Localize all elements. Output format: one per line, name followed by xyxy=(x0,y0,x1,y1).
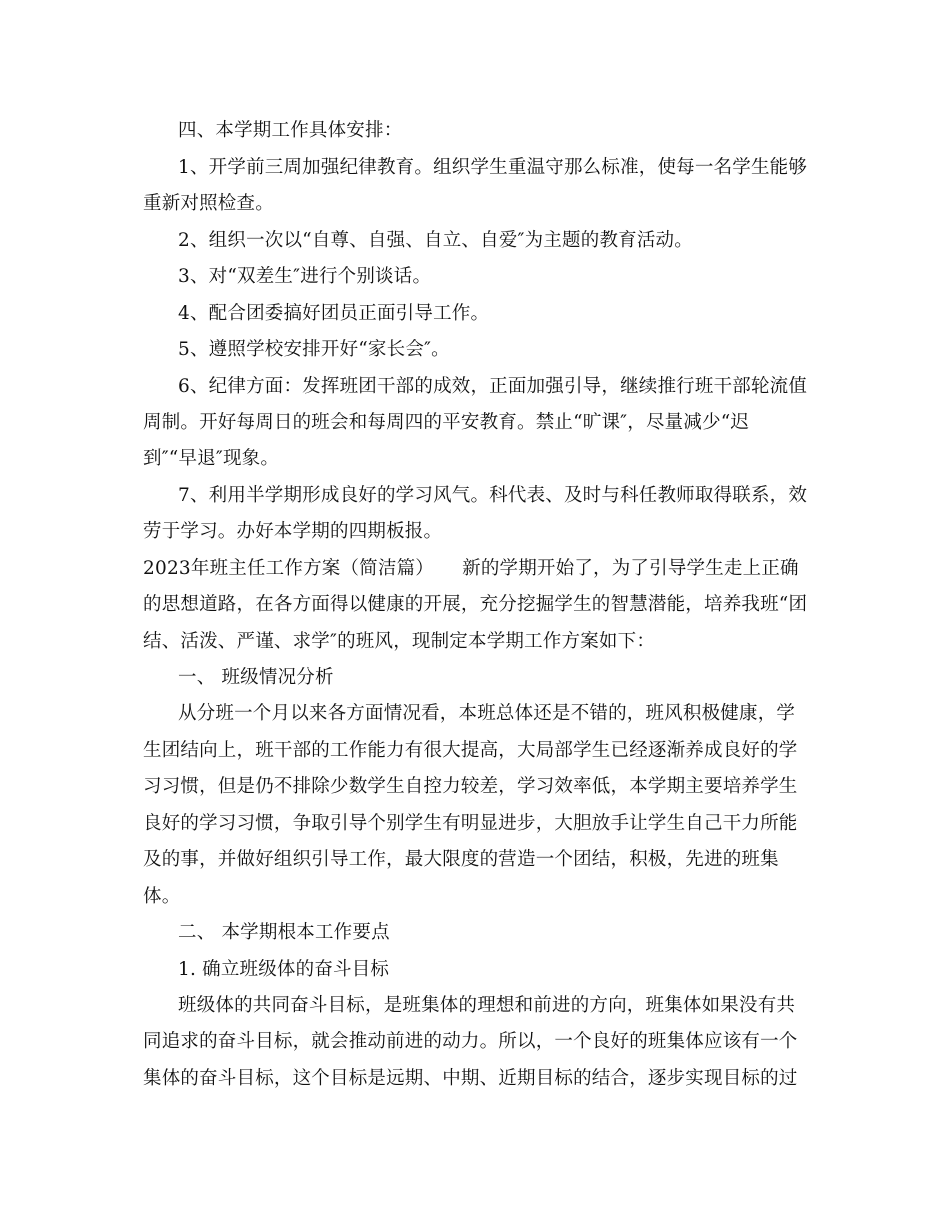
paragraph-line: 集体的奋斗目标，这个目标是远期、中期、近期目标的结合，逐步实现目标的过 xyxy=(143,1068,798,1089)
list-item: 6、纪律方面：发挥班团干部的成效，正面加强引导，继续推行班干部轮流值 xyxy=(178,376,808,397)
paragraph-line: 2023年班主任工作方案（简洁篇） 新的学期开始了，为了引导学生走上正确 xyxy=(143,558,799,579)
list-item-continued: 劳于学习。办好本学期的四期板报。 xyxy=(143,521,443,542)
list-item: 5、遵照学校安排开好“家长会″。 xyxy=(178,339,450,360)
section-heading: 一、 班级情况分析 xyxy=(178,667,334,688)
list-item: 7、利用半学期形成良好的学习风气。科代表、及时与科任教师取得联系，效 xyxy=(178,485,808,506)
paragraph-line: 习习惯，但是仍不排除少数学生自控力较差，学习效率低，本学期主要培养学生 xyxy=(143,776,798,797)
list-item: 2、组织一次以“自尊、自强、自立、自爱″为主题的教育活动。 xyxy=(178,230,693,251)
subsection-heading: 1. 确立班级体的奋斗目标 xyxy=(178,959,390,980)
list-item-continued: 周制。开好每周日的班会和每周四的平安教育。禁止“旷课″，尽量减少“迟 xyxy=(143,412,750,433)
list-item-continued: 到″“早退″现象。 xyxy=(143,448,280,469)
list-item: 1、开学前三周加强纪律教育。组织学生重温守那么标准，使每一名学生能够 xyxy=(178,157,808,178)
paragraph-line: 同追求的奋斗目标，就会推动前进的动力。所以，一个良好的班集体应该有一个 xyxy=(143,1031,798,1052)
paragraph-line: 从分班一个月以来各方面情况看，本班总体还是不错的，班风积极健康，学 xyxy=(178,703,796,724)
section-heading: 二、 本学期根本工作要点 xyxy=(178,922,390,943)
paragraph-line: 班级体的共同奋斗目标，是班集体的理想和前进的方向，班集体如果没有共 xyxy=(178,995,796,1016)
paragraph-line: 良好的学习习惯，争取引导个别学生有明显进步，大胆放手让学生自己干力所能 xyxy=(143,813,798,834)
paragraph-line: 体。 xyxy=(143,886,181,907)
paragraph-line: 及的事，并做好组织引导工作，最大限度的营造一个团结，积极，先进的班集 xyxy=(143,849,779,870)
list-item: 3、对“双差生″进行个别谈话。 xyxy=(178,266,432,287)
paragraph-line: 的思想道路，在各方面得以健康的开展，充分挖掘学生的智慧潜能，培养我班“团 xyxy=(143,594,808,615)
section-heading: 四、本学期工作具体安排： xyxy=(178,120,403,141)
list-item: 4、配合团委搞好团员正面引导工作。 xyxy=(178,303,490,324)
list-item-continued: 重新对照检查。 xyxy=(143,193,274,214)
paragraph-line: 结、活泼、严谨、求学″的班风，现制定本学期工作方案如下： xyxy=(143,631,656,652)
paragraph-line: 生团结向上，班干部的工作能力有很大提高，大局部学生已经逐渐养成良好的学 xyxy=(143,740,798,761)
